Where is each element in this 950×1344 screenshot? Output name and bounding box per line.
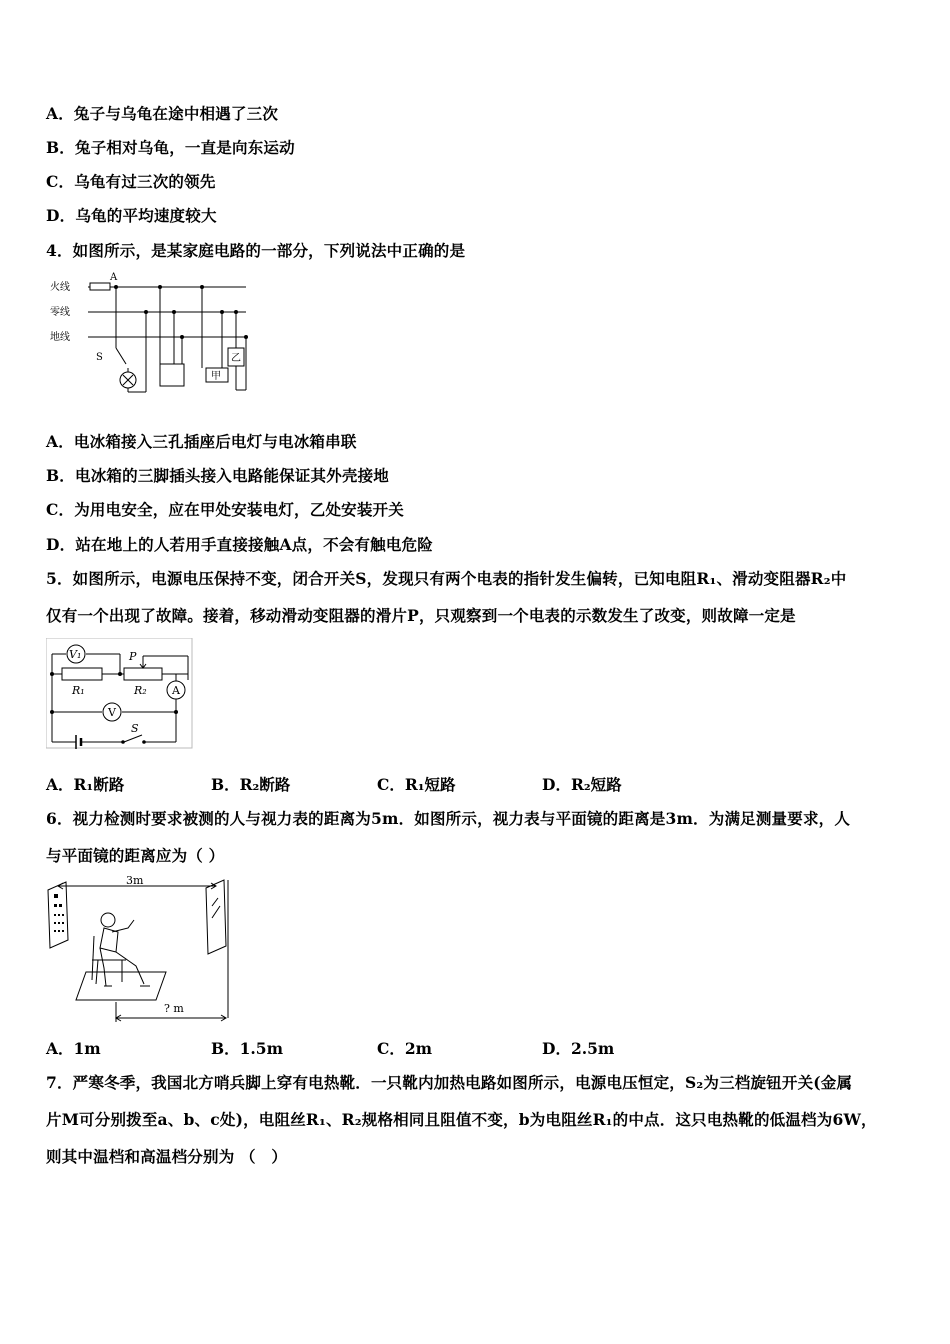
q3-option-a: A．兔子与乌龟在途中相遇了三次 [46,104,279,123]
q5-option-b: B．R₂断路 [211,775,291,794]
junction-dot [220,310,224,314]
label-ground-wire: 地线 [50,332,70,343]
junction-dot [50,672,54,676]
label-a: A [172,684,180,697]
q4-household-circuit-figure [46,268,256,398]
q4-option-a: A．电冰箱接入三孔插座后电灯与电冰箱串联 [46,432,357,451]
label-neutral-wire: 零线 [50,307,70,318]
q5-option-a: A．R₁断路 [46,775,125,794]
q5-stem-line1: 5．如图所示，电源电压保持不变，闭合开关S，发现只有两个电表的指针发生偏转，已知电阻R₁、滑动变阻器R₂中 [46,569,847,588]
switch-contact [142,740,146,744]
label-p: P [129,650,137,663]
q5-option-c: C．R₁短路 [377,775,456,794]
q4-option-d: D．站在地上的人若用手直接接触A点，不会有触电危险 [46,535,433,554]
junction-dot [50,710,54,714]
label-distance-3m: 3m [126,876,144,887]
label-v1: V₁ [69,648,82,661]
q6-stem-line1: 6．视力检测时要求被测的人与视力表的距离为5m．如图所示，视力表与平面镜的距离是3m．为满足测量要求，人 [46,809,851,828]
label-unknown-distance: ? m [164,1002,184,1015]
label-live-wire: 火线 [50,282,70,293]
q7-stem-line1: 7．严寒冬季，我国北方哨兵脚上穿有电热靴．一只靴内加热电路如图所示，电源电压恒定，S₂为三档旋钮开关(金属 [46,1073,853,1092]
junction-dot [118,672,122,676]
q3-option-b: B．兔子相对乌龟，一直是向东运动 [46,138,295,157]
q6-option-b: B．1.5m [211,1039,283,1058]
switch-contact [121,740,125,744]
q5-option-d: D．R₂短路 [542,775,622,794]
label-switch-s: S [96,352,103,363]
junction-dot [172,310,176,314]
junction-dot [180,335,184,339]
label-r2: R₂ [134,684,147,697]
q6-option-d: D．2.5m [542,1039,615,1058]
q7-stem-line3: 则其中温档和高温档分别为 （ ） [46,1147,288,1166]
label-r1: R₁ [72,684,85,697]
q5-circuit-figure [46,638,194,750]
q7-stem-line2: 片M可分别拨至a、b、c处)，电阻丝R₁、R₂规格相同且阻值不变，b为电阻丝R₁的中点．这只电热靴的低温档为6W， [46,1110,877,1129]
q4-option-c: C．为用电安全，应在甲处安装电灯，乙处安装开关 [46,500,404,519]
junction-dot [200,285,204,289]
q3-option-c: C．乌龟有过三次的领先 [46,172,216,191]
label-v: V [108,706,116,719]
q6-option-a: A．1m [46,1039,101,1058]
q4-stem: 4．如图所示，是某家庭电路的一部分，下列说法中正确的是 [46,241,466,260]
q3-option-d: D．乌龟的平均速度较大 [46,206,217,225]
label-point-a: A [110,272,118,283]
q5-stem-line2: 仅有一个出现了故障。接着，移动滑动变阻器的滑片P，只观察到一个电表的示数发生了改变，则故障一定是 [46,606,796,625]
junction-dot [174,710,178,714]
junction-dot [244,335,248,339]
q6-eye-test-figure [46,876,236,1024]
junction-dot [158,285,162,289]
junction-dot [234,310,238,314]
junction-dot [144,310,148,314]
label-jia: 甲 [211,371,221,382]
q6-stem-line2: 与平面镜的距离应为（ ） [46,846,225,865]
label-s: S [131,722,139,735]
q6-option-c: C．2m [377,1039,433,1058]
q4-option-b: B．电冰箱的三脚插头接入电路能保证其外壳接地 [46,466,390,485]
junction-dot [114,285,118,289]
label-yi: 乙 [231,353,241,364]
